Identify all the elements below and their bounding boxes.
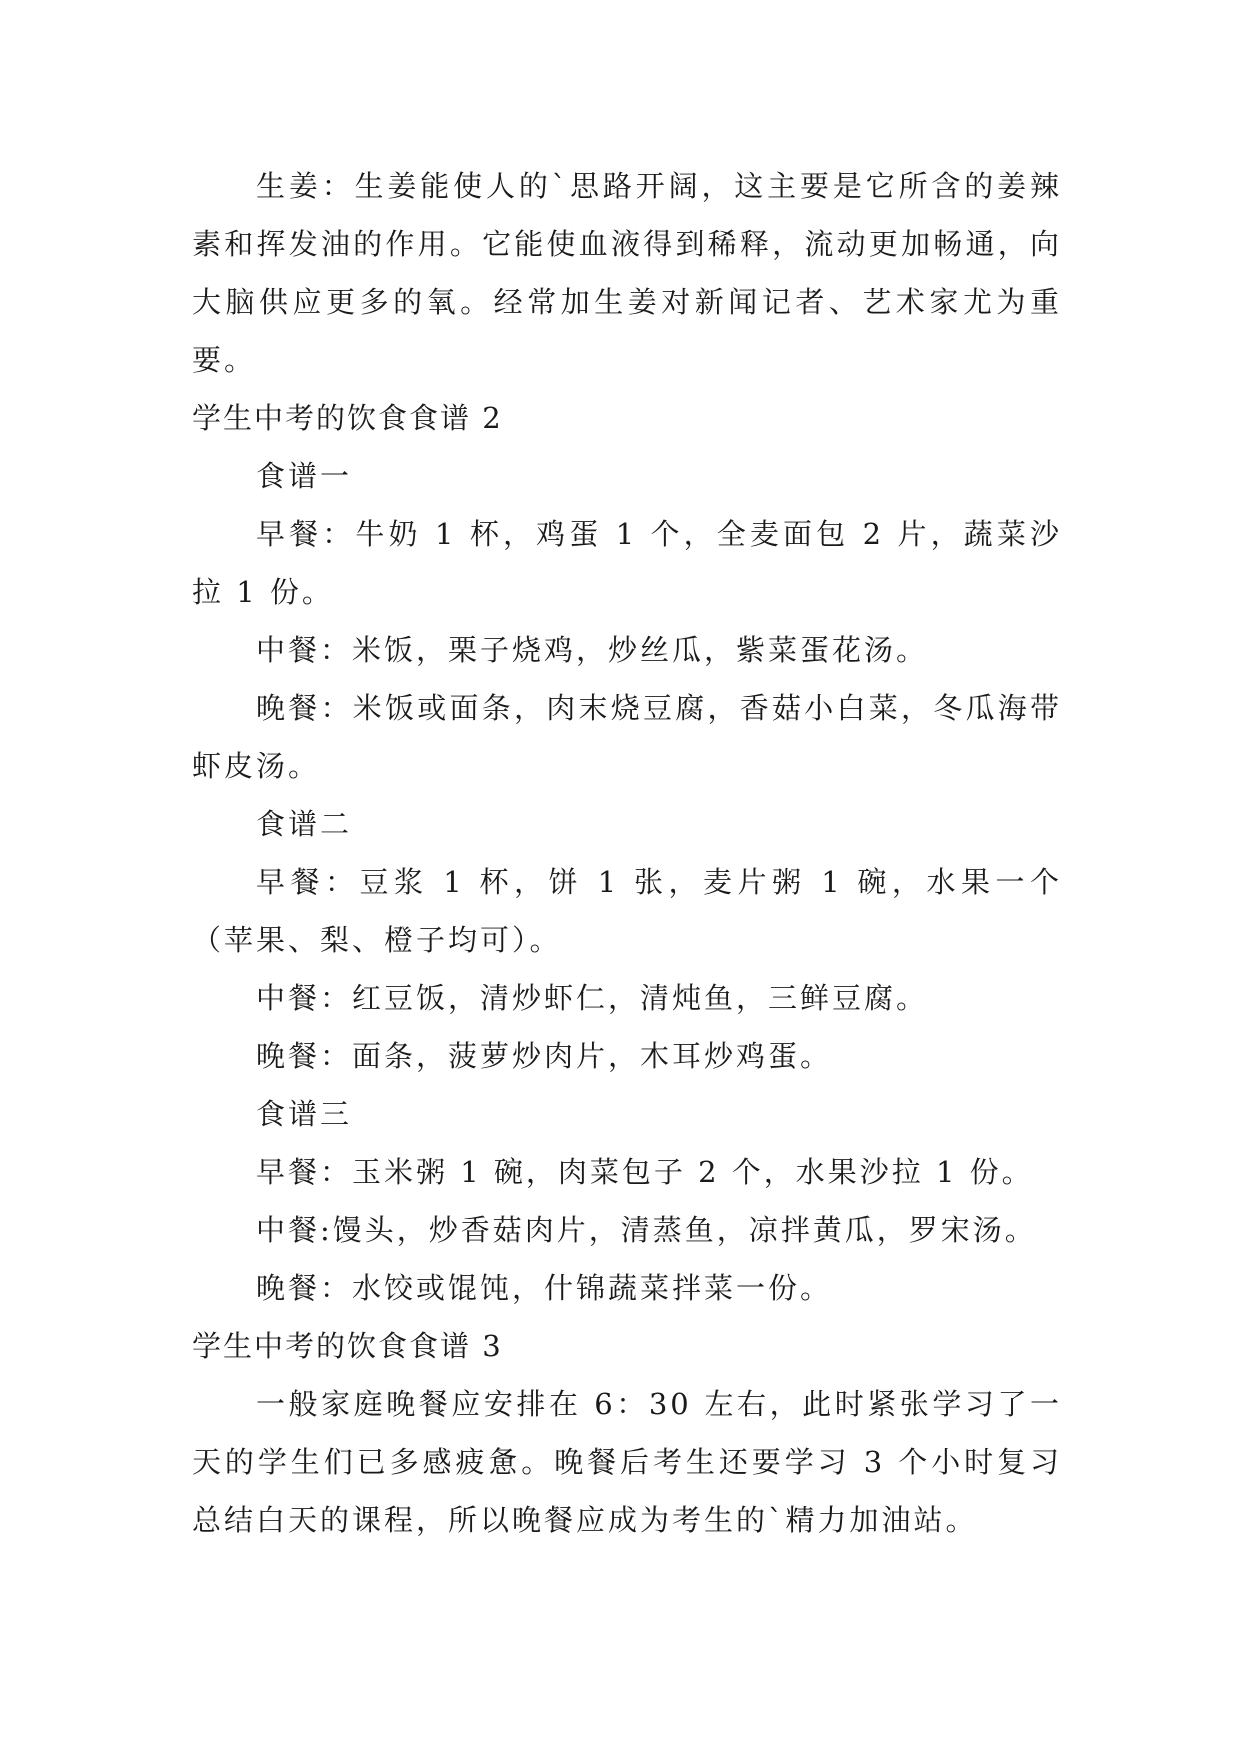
section-heading-recipe-3: 学生中考的饮食食谱 3 [192,1329,503,1363]
recipe-1-breakfast: 早餐：牛奶 1 杯，鸡蛋 1 个，全麦面包 2 片，蔬菜沙拉 1 份。 [192,517,1062,609]
section-heading-recipe-2: 学生中考的饮食食谱 2 [192,401,503,435]
recipe-2-breakfast: 早餐：豆浆 1 杯，饼 1 张，麦片粥 1 碗，水果一个（苹果、梨、橙子均可）。 [192,865,1062,957]
recipe-3-breakfast: 早餐：玉米粥 1 碗，肉菜包子 2 个，水果沙拉 1 份。 [256,1155,1034,1189]
recipe-1-dinner: 晚餐：米饭或面条，肉末烧豆腐，香菇小白菜，冬瓜海带虾皮汤。 [192,691,1062,783]
recipe-2-lunch: 中餐：红豆饭，清炒虾仁，清炖鱼，三鲜豆腐。 [256,981,929,1015]
document-body [192,157,1062,1549]
paragraph-ginger: 生姜：生姜能使人的`思路开阔，这主要是它所含的姜辣素和挥发油的作用。它能使血液得到稀释，流动更加畅通，向大脑供应更多的氧。经常加生姜对新闻记者、艺术家尤为重要。 [192,169,1062,377]
recipe-title-2: 食谱二 [256,807,353,841]
recipe-3-lunch: 中餐:馒头，炒香菇肉片，清蒸鱼，凉拌黄瓜，罗宋汤。 [256,1213,1037,1247]
recipe-2-dinner: 晚餐：面条，菠萝炒肉片，木耳炒鸡蛋。 [256,1039,833,1073]
recipe-title-3: 食谱三 [256,1097,353,1131]
recipe-3-dinner: 晚餐：水饺或馄饨，什锦蔬菜拌菜一份。 [256,1271,833,1305]
recipe-1-lunch: 中餐：米饭，栗子烧鸡，炒丝瓜，紫菜蛋花汤。 [256,633,929,667]
recipe-title-1: 食谱一 [256,459,353,493]
paragraph-dinner-timing: 一般家庭晚餐应安排在 6：30 左右，此时紧张学习了一天的学生们已多感疲惫。晚餐后考生还要学习 3 个小时复习总结白天的课程，所以晚餐应成为考生的`精力加油站。 [192,1387,1062,1537]
